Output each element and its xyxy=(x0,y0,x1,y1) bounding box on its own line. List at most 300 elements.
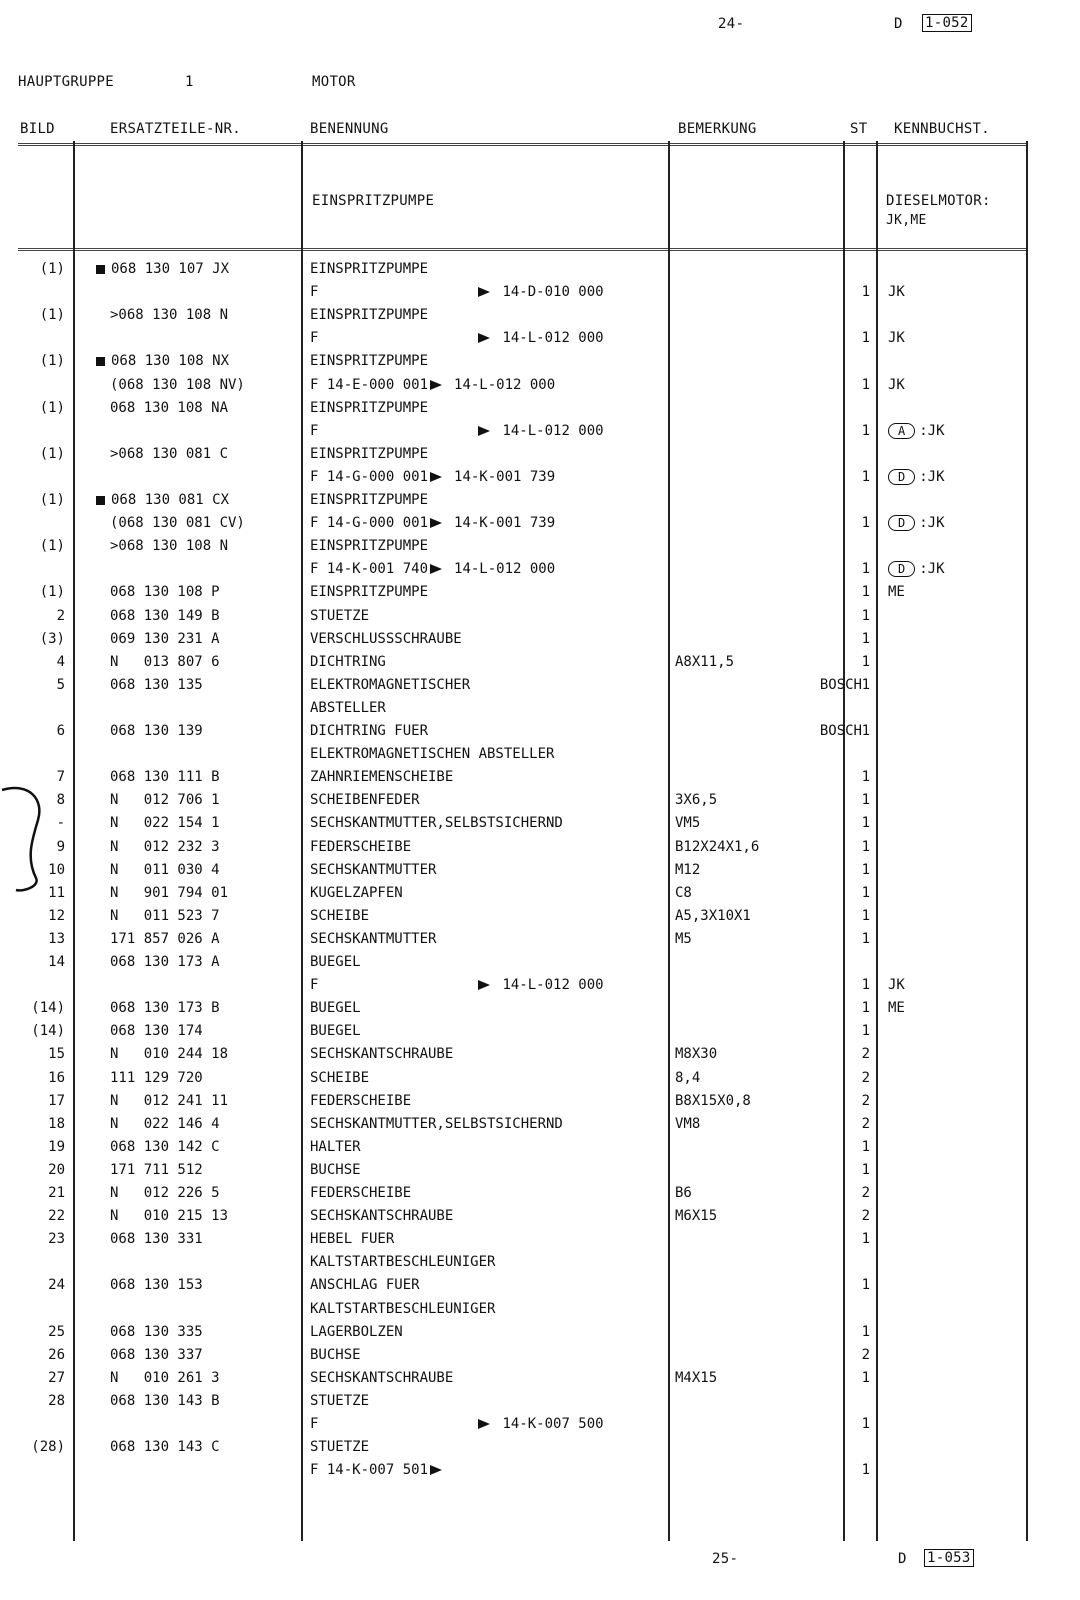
part-number-text: 068 130 142 C xyxy=(110,1138,220,1155)
table-row xyxy=(0,721,1080,744)
part-number-text: N 022 154 1 xyxy=(110,815,220,832)
arrow-right-icon xyxy=(478,1419,490,1429)
remark: B8X15X0,8 xyxy=(675,1092,751,1109)
chassis-range-end: 14-L-012 000 xyxy=(502,977,604,994)
designation-text: ZAHNRIEMENSCHEIBE xyxy=(310,769,454,786)
chassis-range-end: 14-L-012 000 xyxy=(454,376,556,393)
figure-number: (14) xyxy=(31,1023,65,1040)
table-row xyxy=(0,398,1080,421)
designation-text: ELEKTROMAGNETISCHER xyxy=(310,676,471,693)
part-number xyxy=(110,1347,203,1363)
table-row xyxy=(0,1275,1080,1298)
part-number xyxy=(96,492,229,508)
figure-number: 8 xyxy=(56,792,65,809)
designation-text: LAGERBOLZEN xyxy=(310,1323,403,1340)
figure-number: 23 xyxy=(48,1231,65,1248)
designation xyxy=(310,931,436,947)
quantity: 2 xyxy=(861,1185,870,1201)
arrow-right-icon xyxy=(430,564,442,574)
designation-text: F 14-K-001 740 xyxy=(310,561,429,578)
designation-text: KALTSTARTBESCHLEUNIGER xyxy=(310,1300,496,1317)
quantity: 1 xyxy=(861,284,870,301)
part-number xyxy=(110,839,220,855)
part-number xyxy=(110,446,228,462)
quantity: 1 xyxy=(861,769,870,786)
part-number-text: 068 130 143 B xyxy=(110,1392,220,1409)
table-row xyxy=(0,1299,1080,1322)
designation xyxy=(310,584,428,600)
designation xyxy=(310,677,470,693)
part-number xyxy=(110,1046,228,1062)
code-letters xyxy=(888,515,945,531)
figure-number: 6 xyxy=(56,723,65,739)
part-number-text: 068 130 108 NX xyxy=(111,353,230,370)
footer-doc-code-prefix: D xyxy=(898,1551,907,1567)
designation xyxy=(310,1231,394,1247)
part-number xyxy=(110,1231,203,1247)
quantity: 1 xyxy=(861,1138,870,1155)
designation xyxy=(310,885,403,901)
figure-number: 22 xyxy=(48,1208,65,1225)
part-number-text: 068 130 173 B xyxy=(110,1000,220,1017)
designation xyxy=(310,469,555,485)
part-number-text: (068 130 108 NV) xyxy=(110,376,245,393)
code-letters-text: :JK xyxy=(919,422,945,439)
designation-text: STUETZE xyxy=(310,607,370,624)
table-row xyxy=(0,744,1080,767)
figure-number: (1) xyxy=(39,538,65,555)
table-row xyxy=(0,767,1080,790)
chassis-range-end: 14-L-012 000 xyxy=(502,330,604,347)
quantity: 2 xyxy=(861,1092,870,1109)
quantity: 1 xyxy=(861,1323,870,1340)
part-number-text: >068 130 108 N xyxy=(110,538,229,555)
figure-number: (1) xyxy=(39,353,65,370)
designation xyxy=(310,1277,420,1293)
section-kenn-1: DIESELMOTOR: xyxy=(886,193,991,209)
designation xyxy=(310,1093,411,1109)
table-row xyxy=(0,490,1080,513)
quantity: 1 xyxy=(861,1023,870,1040)
quantity: 1 xyxy=(861,676,870,693)
chassis-range-end: 14-K-001 739 xyxy=(454,515,556,532)
table-row xyxy=(0,698,1080,721)
designation xyxy=(310,1185,411,1201)
figure-number: 21 xyxy=(48,1185,65,1201)
table-row xyxy=(0,1068,1080,1091)
quantity: 1 xyxy=(861,1000,870,1017)
table-row xyxy=(0,790,1080,813)
arrow-right-icon xyxy=(430,1465,442,1475)
code-letters xyxy=(888,423,945,439)
designation xyxy=(310,839,411,855)
part-number-text: N 012 226 5 xyxy=(110,1185,220,1201)
designation-text: BUEGEL xyxy=(310,1023,361,1040)
table-row xyxy=(0,1437,1080,1460)
figure-number: 12 xyxy=(48,907,65,924)
designation-text: SECHSKANTSCHRAUBE xyxy=(310,1208,454,1225)
page-number: 24- xyxy=(718,16,745,32)
table-row xyxy=(0,1021,1080,1044)
figure-number: 7 xyxy=(56,769,65,786)
designation-text: DICHTRING xyxy=(310,653,386,670)
figure-number: (1) xyxy=(39,584,65,601)
code-letters-text: JK xyxy=(888,330,905,347)
square-marker-icon xyxy=(96,496,105,505)
part-number xyxy=(110,677,203,693)
designation xyxy=(310,353,428,369)
designation-text: HEBEL FUER xyxy=(310,1231,395,1248)
table-row xyxy=(0,652,1080,675)
quantity: 1 xyxy=(861,723,870,739)
part-number xyxy=(110,400,228,416)
table-row xyxy=(0,582,1080,605)
quantity: 1 xyxy=(861,376,870,393)
designation xyxy=(310,400,428,416)
quantity: 2 xyxy=(861,1115,870,1132)
arrow-right-icon xyxy=(478,287,490,297)
figure-number: (3) xyxy=(39,630,65,647)
figure-number: (1) xyxy=(39,399,65,416)
quantity: 1 xyxy=(861,930,870,947)
designation xyxy=(310,1393,369,1409)
part-number-text: 068 130 337 xyxy=(110,1346,203,1363)
designation xyxy=(310,1462,444,1478)
manufacturer: BOSCH xyxy=(819,723,862,739)
designation xyxy=(310,1139,361,1155)
part-number-text: 068 130 335 xyxy=(110,1323,203,1340)
table-row xyxy=(0,1345,1080,1368)
designation xyxy=(310,561,555,577)
table-row xyxy=(0,305,1080,328)
designation xyxy=(310,492,428,508)
col-header-bem: BEMERKUNG xyxy=(678,121,757,137)
part-number xyxy=(110,885,228,901)
designation-text: VERSCHLUSSSCHRAUBE xyxy=(310,630,462,647)
table-row xyxy=(0,259,1080,282)
part-number-text: 068 130 149 B xyxy=(110,607,220,624)
figure-number: 2 xyxy=(56,607,65,624)
designation xyxy=(310,1416,604,1432)
designation-text: KUGELZAPFEN xyxy=(310,884,403,901)
part-number xyxy=(110,584,220,600)
table-row xyxy=(0,282,1080,305)
remark: A5,3X10X1 xyxy=(675,907,751,924)
square-marker-icon xyxy=(96,357,105,366)
code-letters xyxy=(888,469,945,485)
designation-text: STUETZE xyxy=(310,1392,370,1409)
code-letters-text: JK xyxy=(888,977,905,994)
col-header-kenn: KENNBUCHST. xyxy=(894,121,991,137)
quantity: 2 xyxy=(861,1046,870,1063)
square-marker-icon xyxy=(96,265,105,274)
part-number xyxy=(110,1277,203,1293)
designation-text: FEDERSCHEIBE xyxy=(310,1092,412,1109)
remark: A8X11,5 xyxy=(675,653,735,670)
footer-doc-code: 1-053 xyxy=(924,1549,974,1567)
group-number: 1 xyxy=(185,74,194,90)
designation-text: SECHSKANTSCHRAUBE xyxy=(310,1369,454,1386)
table-row xyxy=(0,675,1080,698)
figure-number: 9 xyxy=(56,838,65,855)
quantity: 1 xyxy=(861,330,870,347)
part-number-text: 068 130 174 xyxy=(110,1023,203,1040)
chassis-range-end: 14-D-010 000 xyxy=(502,284,604,301)
part-number xyxy=(110,631,220,647)
quantity: 1 xyxy=(861,907,870,924)
chassis-range-end: 14-K-001 739 xyxy=(454,468,556,485)
designation-text: EINSPRITZPUMPE xyxy=(310,399,429,416)
table-row xyxy=(0,606,1080,629)
table-row xyxy=(0,1414,1080,1437)
designation-text: F xyxy=(310,1416,319,1432)
designation-text: BUEGEL xyxy=(310,954,361,970)
quantity: 1 xyxy=(861,1231,870,1248)
part-number xyxy=(110,769,220,785)
part-number-text: 171 857 026 A xyxy=(110,930,220,947)
figure-number: 10 xyxy=(48,861,65,878)
table-row xyxy=(0,1137,1080,1160)
part-number xyxy=(110,1139,220,1155)
code-letters xyxy=(888,584,905,600)
designation xyxy=(310,1023,361,1039)
figure-number: (1) xyxy=(39,261,65,277)
part-number-text: N 011 523 7 xyxy=(110,907,220,924)
part-number xyxy=(110,1393,220,1409)
quantity: 1 xyxy=(861,1462,870,1479)
quantity: 1 xyxy=(861,1369,870,1386)
table-row xyxy=(0,813,1080,836)
part-number xyxy=(110,1162,203,1178)
part-number xyxy=(110,377,245,393)
table-row xyxy=(0,975,1080,998)
part-number-text: 068 130 139 xyxy=(110,723,203,739)
designation-text: BUEGEL xyxy=(310,1000,361,1017)
code-letters xyxy=(888,284,905,300)
part-number xyxy=(96,261,229,277)
part-number xyxy=(110,723,203,739)
part-number-text: 068 130 153 xyxy=(110,1277,203,1294)
oval-code-badge: A xyxy=(888,423,915,439)
doc-code-prefix: D xyxy=(894,16,903,32)
designation xyxy=(310,1116,563,1132)
group-label: HAUPTGRUPPE xyxy=(18,74,115,90)
table-row xyxy=(0,513,1080,536)
oval-code-badge: D xyxy=(888,469,915,485)
code-letters xyxy=(888,330,905,346)
figure-number: 5 xyxy=(56,676,65,693)
designation xyxy=(310,1439,369,1455)
table-row xyxy=(0,559,1080,582)
designation-text: ABSTELLER xyxy=(310,699,386,716)
designation xyxy=(310,307,428,323)
table-row xyxy=(0,1160,1080,1183)
designation xyxy=(310,631,462,647)
figure-number: - xyxy=(56,815,65,832)
table-row xyxy=(0,1460,1080,1483)
part-number-text: N 010 261 3 xyxy=(110,1369,220,1386)
table-row xyxy=(0,952,1080,975)
code-letters xyxy=(888,377,905,393)
quantity: 1 xyxy=(861,815,870,832)
group-name: MOTOR xyxy=(312,74,356,90)
figure-number: 19 xyxy=(48,1138,65,1155)
designation xyxy=(310,284,604,300)
part-number xyxy=(110,1023,203,1039)
designation-text: STUETZE xyxy=(310,1439,370,1456)
designation xyxy=(310,1208,453,1224)
designation xyxy=(310,1254,495,1270)
part-number-text: N 010 244 18 xyxy=(110,1046,229,1063)
code-letters xyxy=(888,1000,905,1016)
designation xyxy=(310,515,555,531)
part-number-text: 068 130 331 xyxy=(110,1231,203,1248)
designation-text: EINSPRITZPUMPE xyxy=(310,445,429,462)
designation xyxy=(310,700,386,716)
designation-text: SECHSKANTMUTTER,SELBSTSICHERND xyxy=(310,1115,563,1132)
part-number-text: 068 130 173 A xyxy=(110,954,220,970)
designation xyxy=(310,1000,361,1016)
part-number xyxy=(110,931,220,947)
designation xyxy=(310,261,428,277)
designation-text: BUCHSE xyxy=(310,1161,361,1178)
designation xyxy=(310,654,386,670)
figure-number: (1) xyxy=(39,307,65,324)
designation xyxy=(310,862,436,878)
designation xyxy=(310,446,428,462)
designation xyxy=(310,1370,453,1386)
designation xyxy=(310,1347,361,1363)
designation-text: SECHSKANTMUTTER,SELBSTSICHERND xyxy=(310,815,563,832)
part-number xyxy=(110,1070,203,1086)
quantity: 1 xyxy=(861,607,870,624)
designation xyxy=(310,954,361,970)
part-number-text: 068 130 108 P xyxy=(110,584,220,601)
designation-text: F xyxy=(310,330,319,347)
quantity: 1 xyxy=(861,584,870,601)
quantity: 2 xyxy=(861,1346,870,1363)
quantity: 1 xyxy=(861,838,870,855)
quantity: 1 xyxy=(861,653,870,670)
designation xyxy=(310,723,428,739)
part-number xyxy=(110,1185,220,1201)
footer-page-number: 25- xyxy=(712,1551,739,1567)
part-number xyxy=(110,1439,220,1455)
figure-number: (14) xyxy=(31,1000,65,1017)
figure-number: 15 xyxy=(48,1046,65,1063)
remark: M6X15 xyxy=(675,1208,718,1225)
table-row xyxy=(0,1091,1080,1114)
figure-number: 13 xyxy=(48,930,65,947)
part-number-text: 068 130 107 JX xyxy=(111,261,230,277)
chassis-range-end: 14-L-012 000 xyxy=(502,422,604,439)
code-letters xyxy=(888,977,905,993)
table-row xyxy=(0,1252,1080,1275)
part-number xyxy=(110,1000,220,1016)
designation-text: F xyxy=(310,284,319,301)
remark: M4X15 xyxy=(675,1369,718,1386)
part-number xyxy=(110,1116,220,1132)
part-number-text: >068 130 108 N xyxy=(110,307,229,324)
part-number-text: 068 130 081 CX xyxy=(111,492,230,508)
designation-text: FEDERSCHEIBE xyxy=(310,1185,412,1201)
quantity: 2 xyxy=(861,1208,870,1225)
designation-text: EINSPRITZPUMPE xyxy=(310,307,429,324)
designation-text: ELEKTROMAGNETISCHEN ABSTELLER xyxy=(310,746,555,763)
designation xyxy=(310,908,369,924)
designation xyxy=(310,608,369,624)
table-row xyxy=(0,837,1080,860)
remark: B6 xyxy=(675,1185,692,1201)
designation-text: SECHSKANTMUTTER xyxy=(310,930,437,947)
figure-number: 4 xyxy=(56,653,65,670)
table-row xyxy=(0,536,1080,559)
part-number-text: N 012 232 3 xyxy=(110,838,220,855)
chassis-range-end: 14-L-012 000 xyxy=(454,561,556,578)
part-number xyxy=(110,1324,203,1340)
designation xyxy=(310,377,555,393)
figure-number: 14 xyxy=(48,954,65,970)
designation xyxy=(310,1162,361,1178)
figure-number: (28) xyxy=(31,1439,65,1456)
part-number xyxy=(110,654,220,670)
code-letters-text: :JK xyxy=(919,468,945,485)
table-row xyxy=(0,929,1080,952)
designation xyxy=(310,1324,403,1340)
figure-number: 28 xyxy=(48,1392,65,1409)
part-number-text: N 010 215 13 xyxy=(110,1208,229,1225)
table-row xyxy=(0,860,1080,883)
designation-text: EINSPRITZPUMPE xyxy=(310,584,429,601)
designation xyxy=(310,330,604,346)
quantity: 1 xyxy=(861,792,870,809)
remark: C8 xyxy=(675,884,692,901)
part-number xyxy=(110,515,245,531)
remark: 3X6,5 xyxy=(675,792,718,809)
table-row xyxy=(0,1114,1080,1137)
part-number-text: 068 130 111 B xyxy=(110,769,220,786)
quantity: 1 xyxy=(861,630,870,647)
table-row xyxy=(0,375,1080,398)
oval-code-badge: D xyxy=(888,561,915,577)
designation xyxy=(310,746,554,762)
figure-number: (1) xyxy=(39,492,65,508)
part-number xyxy=(110,954,220,970)
remark: VM5 xyxy=(675,815,701,832)
designation xyxy=(310,1070,369,1086)
quantity: 1 xyxy=(861,861,870,878)
part-number-text: N 011 030 4 xyxy=(110,861,220,878)
designation-text: BUCHSE xyxy=(310,1346,361,1363)
designation-text: EINSPRITZPUMPE xyxy=(310,492,429,508)
designation-text: F 14-E-000 001 xyxy=(310,376,429,393)
arrow-right-icon xyxy=(430,380,442,390)
part-number-text: 068 130 135 xyxy=(110,676,203,693)
part-number-text: N 022 146 4 xyxy=(110,1115,220,1132)
designation xyxy=(310,423,604,439)
part-number xyxy=(110,1370,220,1386)
part-number xyxy=(110,608,220,624)
part-number-text: 111 129 720 xyxy=(110,1069,203,1086)
table-row xyxy=(0,421,1080,444)
designation-text: KALTSTARTBESCHLEUNIGER xyxy=(310,1254,496,1271)
table-row xyxy=(0,1322,1080,1345)
arrow-right-icon xyxy=(478,333,490,343)
table-row xyxy=(0,1229,1080,1252)
table-row xyxy=(0,444,1080,467)
table-row xyxy=(0,1183,1080,1206)
arrow-right-icon xyxy=(478,426,490,436)
